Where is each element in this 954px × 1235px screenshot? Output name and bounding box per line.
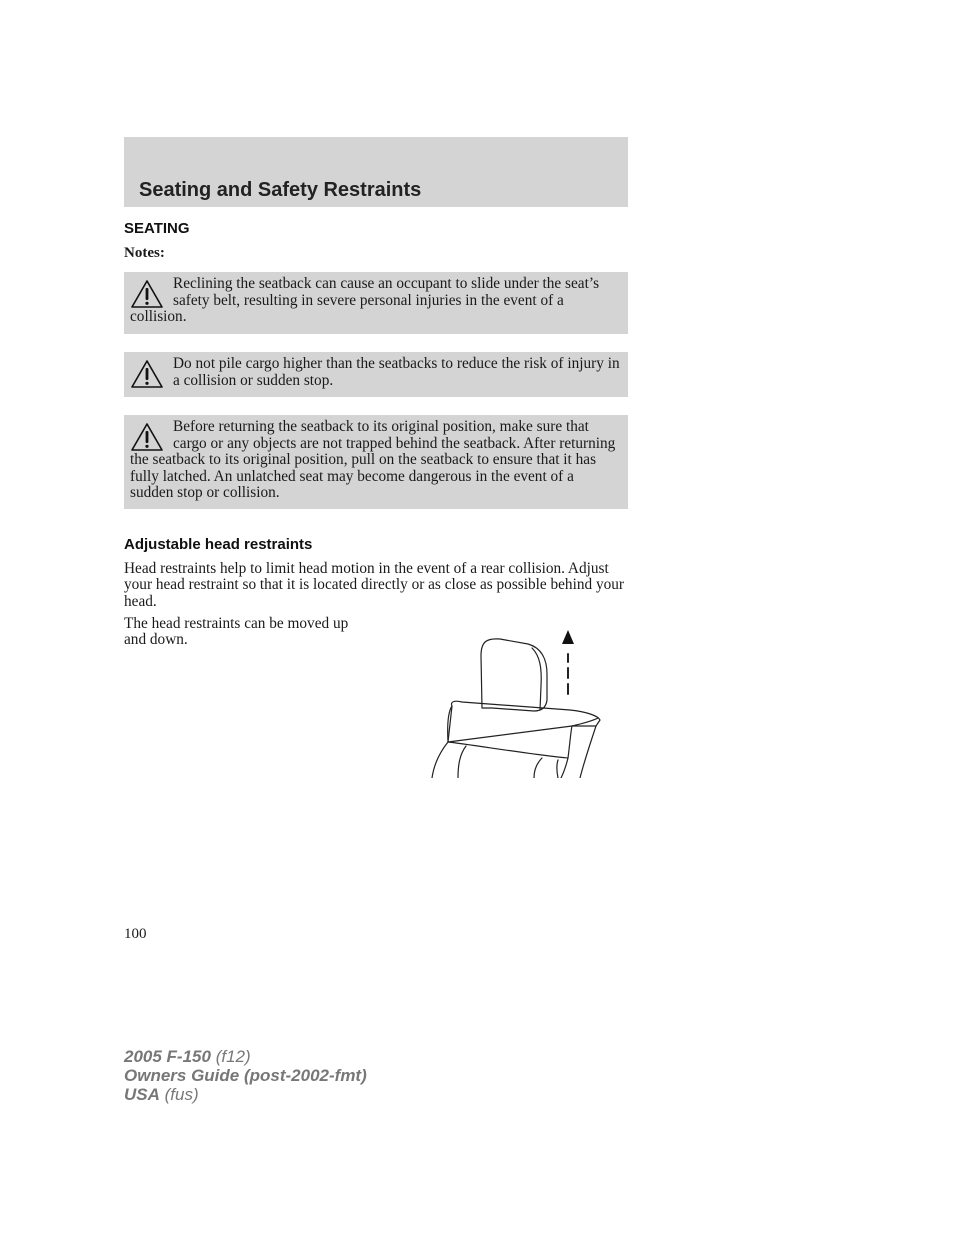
warning-triangle-icon <box>130 359 164 389</box>
footer-market: USA <box>124 1085 160 1104</box>
section-header-band <box>124 137 628 207</box>
warning-triangle-icon <box>130 279 164 309</box>
footer-line-2 <box>124 1066 367 1085</box>
warning-triangle-icon <box>130 422 164 452</box>
head-restraints-heading: Adjustable head restraints <box>124 536 313 553</box>
page-number: 100 <box>124 926 147 942</box>
warning-box <box>124 272 628 334</box>
footer-model: 2005 F-150 <box>124 1047 211 1066</box>
footer-market-code: (fus) <box>164 1085 199 1104</box>
warning-box <box>124 352 628 397</box>
warning-text: Reclining the seatback can cause an occupant to slide under the seat’s safety belt, resulting in severe personal injuries in the event of a collision. <box>130 275 600 325</box>
document-footer <box>124 1047 367 1104</box>
head-restraints-paragraph: Head restraints help to limit head motion in the event of a rear collision. Adjust your head restraint so that it is located directly or as close as possible behind your head. <box>124 560 624 610</box>
section-title: Seating and Safety Restraints <box>139 179 422 201</box>
warning-text: Before returning the seatback to its original position, make sure that cargo or any objects are not trapped behind the seatback. After returning the seatback to its original position, pull on the seatback to ensure that it has fully latched. An unlatched seat may become dangerous in the event of a sudden stop or collision. <box>130 418 616 501</box>
footer-guide: Owners Guide (post-2002-fmt) <box>124 1066 367 1085</box>
footer-line-1 <box>124 1047 367 1066</box>
head-restraint-illustration <box>420 626 610 778</box>
warning-text: Do not pile cargo higher than the seatbacks to reduce the risk of injury in a collision or sudden stop. <box>173 355 620 389</box>
notes-label: Notes: <box>124 245 165 261</box>
seating-heading: SEATING <box>124 220 190 237</box>
footer-model-code: (f12) <box>215 1047 251 1066</box>
footer-line-3 <box>124 1085 367 1104</box>
head-restraints-move-paragraph: The head restraints can be moved up and down. <box>124 615 349 649</box>
up-arrow-icon <box>562 630 574 644</box>
warning-box <box>124 415 628 509</box>
